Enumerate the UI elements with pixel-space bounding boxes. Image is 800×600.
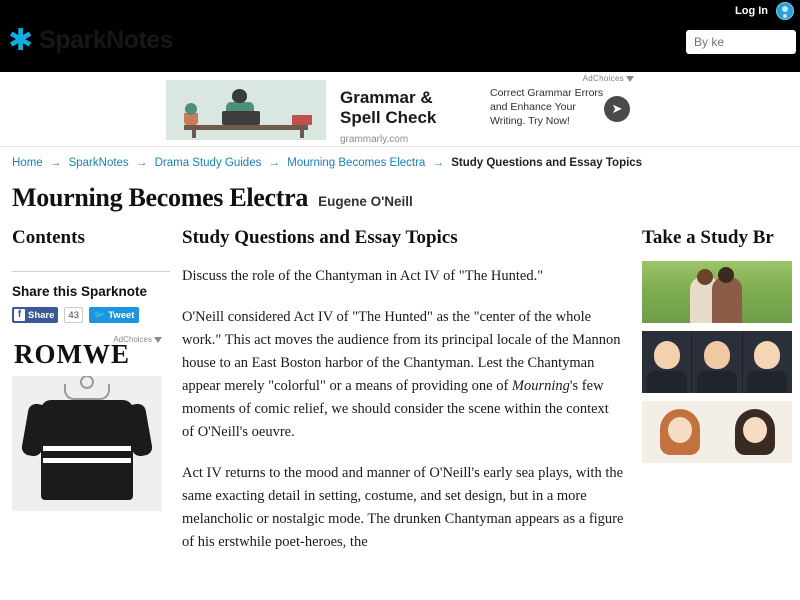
facebook-share-label: Share	[28, 309, 55, 321]
breadcrumb-item-home[interactable]: Home	[12, 157, 43, 169]
breadcrumb-separator: →	[49, 157, 62, 169]
twitter-tweet-button[interactable]	[89, 307, 139, 323]
content-columns	[0, 217, 800, 572]
twitter-tweet-label: Tweet	[108, 309, 135, 321]
book-author: Eugene O'Neill	[318, 194, 413, 209]
search-box[interactable]	[686, 30, 796, 54]
breadcrumb-separator: →	[268, 157, 281, 169]
site-logo-text: SparkNotes	[39, 26, 174, 54]
breadcrumb-separator: →	[135, 157, 148, 169]
facebook-f-icon: f	[14, 309, 25, 321]
sidebar-ad-image[interactable]	[12, 376, 162, 511]
search-input[interactable]	[692, 34, 790, 50]
right-rail	[642, 217, 792, 572]
paragraph-2: O'Neill considered Act IV of "The Hunted" as the "center of the whole work." This act moves the audience from its principal locale of the Mannon house to an East Boston harbor of the Chantyman. Lest the Chantyman appear merely "colorful" or a means of providing one of Mourning's few moments of comic relief, we should consider the scene within the context of O'Neill's oeuvre.	[182, 309, 621, 440]
page-title	[0, 177, 800, 217]
breadcrumb-separator: →	[432, 157, 445, 169]
login-link[interactable]: Log In	[735, 5, 768, 17]
facebook-share-button[interactable]	[12, 307, 58, 323]
ad-title: Grammar & Spell Check	[340, 88, 437, 127]
ad-illustration	[166, 80, 326, 140]
top-ad-zone	[0, 72, 800, 146]
account-bar	[735, 0, 800, 22]
adchoices-badge[interactable]: AdChoices	[583, 72, 634, 86]
study-break-thumb-2[interactable]	[642, 331, 792, 393]
ad-tagline-block	[484, 74, 634, 140]
section-heading: Study Questions and Essay Topics	[182, 227, 458, 248]
paragraph-1: Discuss the role of the Chantyman in Act IV of "The Hunted."	[182, 268, 544, 284]
sidebar-ad-brand: ROMWE	[14, 339, 130, 369]
share-heading: Share this Sparknote	[12, 271, 170, 299]
top-ad-banner[interactable]	[166, 74, 634, 145]
facebook-share-count: 43	[64, 307, 83, 323]
ad-tagline: Correct Grammar Errors and Enhance Your Writing. Try Now!	[490, 87, 604, 127]
study-break-thumb-3[interactable]	[642, 401, 792, 463]
ad-url: grammarly.com	[340, 134, 409, 145]
breadcrumb-item-sparknotes[interactable]: SparkNotes	[68, 157, 129, 169]
breadcrumb-current: Study Questions and Essay Topics	[451, 157, 643, 169]
breadcrumb-item-mourning-becomes-electra[interactable]: Mourning Becomes Electra	[287, 157, 426, 169]
paragraph-3: Act IV returns to the mood and manner of O'Neill's early sea plays, with the same exacting detail in setting, costume, and set design, but in a more melancholic or nostalgic mode. The drunken Chantyman appears as a figure of his erstwhile poet-heroes, the	[182, 465, 624, 550]
share-buttons	[12, 307, 170, 323]
main-content	[182, 217, 642, 572]
user-avatar-icon[interactable]	[776, 2, 794, 20]
breadcrumb-item-drama-study-guides[interactable]: Drama Study Guides	[154, 157, 262, 169]
adchoices-badge[interactable]: AdChoices	[113, 335, 162, 344]
book-title: Mourning Becomes Electra	[12, 183, 309, 212]
breadcrumb	[0, 146, 800, 177]
asterisk-star-icon: ✱	[8, 22, 34, 58]
site-logo[interactable]	[8, 22, 174, 58]
study-break-heading: Take a Study Br	[642, 227, 774, 248]
contents-heading: Contents	[12, 227, 85, 248]
sidebar-ad[interactable]	[12, 337, 162, 511]
chevron-right-icon[interactable]: ➤	[604, 96, 630, 122]
study-break-thumb-1[interactable]	[642, 261, 792, 323]
twitter-bird-icon: 🐦	[93, 309, 106, 320]
site-header	[0, 0, 800, 72]
left-sidebar	[12, 217, 182, 572]
ad-headline-block	[326, 80, 484, 145]
